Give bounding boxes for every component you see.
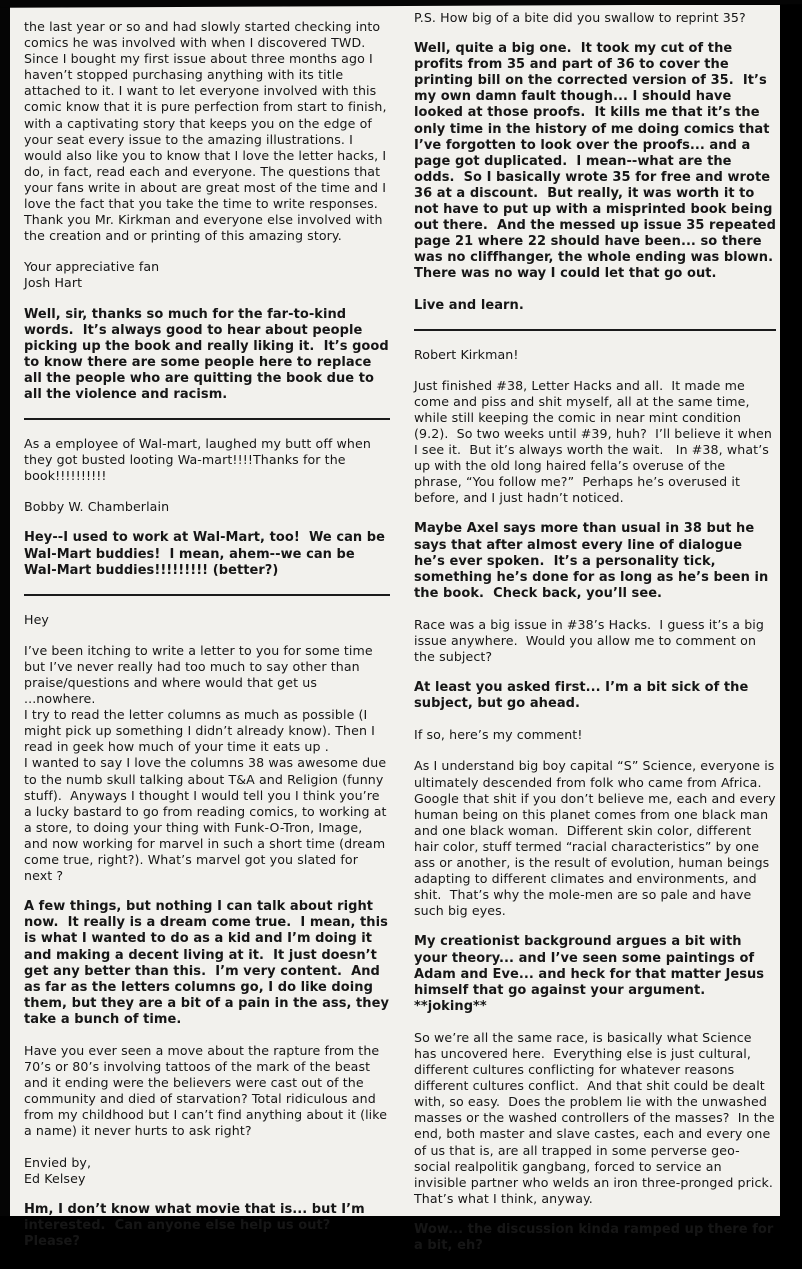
- letter-paragraph: Robert Kirkman!: [414, 346, 519, 362]
- editor-response-paragraph: At least you asked first... I’m a bit sick of the subject, but go ahead.: [414, 680, 753, 712]
- editor-response-paragraph: A few things, but nothing I can talk about right now. It really is a dream come true. I mean, this is what I wanted to do as a kid and I’m doing it and making a decent living at it. It just doesn’t get any better than this. I’m very content. And as far as the letters columns go, I do like doing them, but they are a bit of a pain in the ass, they take a bunch of time.: [24, 899, 394, 1027]
- section-divider: [24, 594, 390, 596]
- letters-column-left: [24, 19, 394, 1265]
- letter-paragraph: Bobby W. Chamberlain: [24, 499, 170, 515]
- editor-response-paragraph: Well, quite a big one. It took my cut of the profits from 35 and part of 36 to cover the printing bill on the corrected version of 35. It’s my own damn fault though... I should have looked at those proofs. It kills me that it’s the only time in the history of me doing comics that I’ve forgotten to look over the proofs... and a page got duplicated. I mean--what are the odds. So I basically wrote 35 for free and wrote 36 at a discount. But really, it was worth it to not have to put up with a misprinted book being out there. And the messed up issue 35 repeated page 21 where 22 should have been... so there was no cliffhanger, the whole ending was blown. There was no way I could let that go out.: [414, 41, 783, 282]
- scan-edge-left: [0, 0, 10, 1216]
- editor-response-paragraph: My creationist background argues a bit with your theory... and I’ve seen some paintings of Adam and Eve... and heck for that matter Jesus himself that go against your argument. **joking**: [414, 934, 769, 1014]
- letter-paragraph: So we’re all the same race, is basically what Science has uncovered here. Everything else is just cultural, different cultures conflicting for whatever reasons different cultures conflict. And that shit could be dealt with, so easy. Does the problem lie with the unwashed masses or the washed controllers of the masses? In the end, both master and slave castes, each and every one of us that is, are all trapped in some perverse geo-social realpolitik gangbang, forced to service an invisible partner who welds an iron three-pronged prick. That’s what I think, anyway.: [414, 1029, 782, 1206]
- editor-response-paragraph: Wow... the discussion kinda ramped up there for a bit, eh?: [414, 1221, 778, 1253]
- letter-paragraph: Race was a big issue in #38’s Hacks. I guess it’s a big issue anywhere. Would you allow me to comment on the subject?: [414, 616, 769, 665]
- letter-paragraph: P.S. How big of a bite did you swallow to reprint 35?: [414, 10, 746, 25]
- editor-response-paragraph: Hm, I don’t know what movie that is... but I’m interested. Can anyone else help us out? Please?: [24, 1201, 370, 1249]
- section-divider: [24, 418, 390, 420]
- letter-paragraph: Hey: [24, 611, 49, 627]
- editor-response-paragraph: Well, sir, thanks so much for the far-to-kind words. It’s always good to hear about people picking up the book and really liking it. It’s good to know there are some people here to replace all the people who are quitting the book due to all the violence and racism.: [24, 306, 394, 402]
- letter-paragraph: the last year or so and had slowly started checking into comics he was involved with when I discovered TWD. Since I bought my first issue about three months ago I haven’t stopped purchasing anything with its title attached to it. I want to let everyone involved with this comic know that it is pure perfection from start to finish, with a captivating story that keeps you on the edge of your seat every issue to the amazing illustrations. I would also like you to know that I love the letter hacks, I do, in fact, read each and everyone. The questions that your fans write in about are great most of the time and I love the fact that you take the time to write responses. Thank you Mr. Kirkman and everyone else involved with the creation and or printing of this amazing story.: [24, 19, 391, 244]
- letter-paragraph: I’ve been itching to write a letter to you for some time but I’ve never really had too much to say other than praise/questions and where would that get us ...nowhere. I try to read the letter columns as much as possible (I might pick up something I didn’t already know). Then I read in geek how much of your time it eats up . I wanted to say I love the columns 38 was awesome due to the numb skull talking about T&A and Religion (funny stuff). Anyways I thought I would tell you I think you’re a lucky bastard to go from reading comics, to working at a store, to doing your thing with Funk-O-Tron, Image, and now working for marvel in such a short time (dream come true, right?). What’s marvel got you slated for next ?: [24, 642, 387, 884]
- page-paper: [10, 5, 783, 1253]
- editor-response-paragraph: Live and learn.: [414, 297, 524, 313]
- letter-paragraph: Your appreciative fan Josh Hart: [24, 259, 160, 291]
- letter-paragraph: Envied by, Ed Kelsey: [24, 1154, 92, 1186]
- letter-paragraph: If so, here’s my comment!: [414, 727, 583, 743]
- editor-response-paragraph: Maybe Axel says more than usual in 38 but he says that after almost every line of dialogue he’s ever spoken. It’s a personality tick, something he’s done for as long as he’s been in the book. Check back, you’ll see.: [414, 521, 773, 601]
- letter-paragraph: Have you ever seen a move about the rapture from the 70’s or 80’s involving tattoos of the mark of the beast and it ending were the believers were cast out of the community and died of starvation? Total ridiculous and from my childhood but I can’t find anything about it (like a name) it never hurts to ask right?: [24, 1042, 392, 1139]
- letter-paragraph: As I understand big boy capital “S” Science, everyone is ultimately descended from folk who came from Africa. Google that shit if you don’t believe me, each and every human being on this planet comes from one black man and one black woman. Different skin color, different hair color, stuff termed “racial characteristics” by one ass or another, is the result of evolution, human beings adapting to different climates and environments, and shit. That’s why the mole-men are so pale and have such big eyes.: [414, 758, 780, 919]
- section-divider: [414, 329, 776, 331]
- letters-column-right: [414, 10, 783, 1269]
- editor-response-paragraph: Hey--I used to work at Wal-Mart, too! We can be Wal-Mart buddies! I mean, ahem--we can be Wal-Mart buddies!!!!!!!!! (better?): [24, 530, 390, 578]
- letter-paragraph: Just finished #38, Letter Hacks and all. It made me come and piss and shit myself, all at the same time, while still keeping the comic in near mint condition (9.2). So two weeks until #39, huh? I’ll believe it when I see it. But it’s always worth the wait. In #38, what’s up with the old long haired fella’s overuse of the phrase, “You follow me?” Perhaps he’s overused it before, and I just hadn’t noticed.: [414, 377, 777, 506]
- letter-paragraph: As a employee of Wal-mart, laughed my butt off when they got busted looting Wa-mart!!!!Thanks for the book!!!!!!!!!!: [24, 436, 376, 484]
